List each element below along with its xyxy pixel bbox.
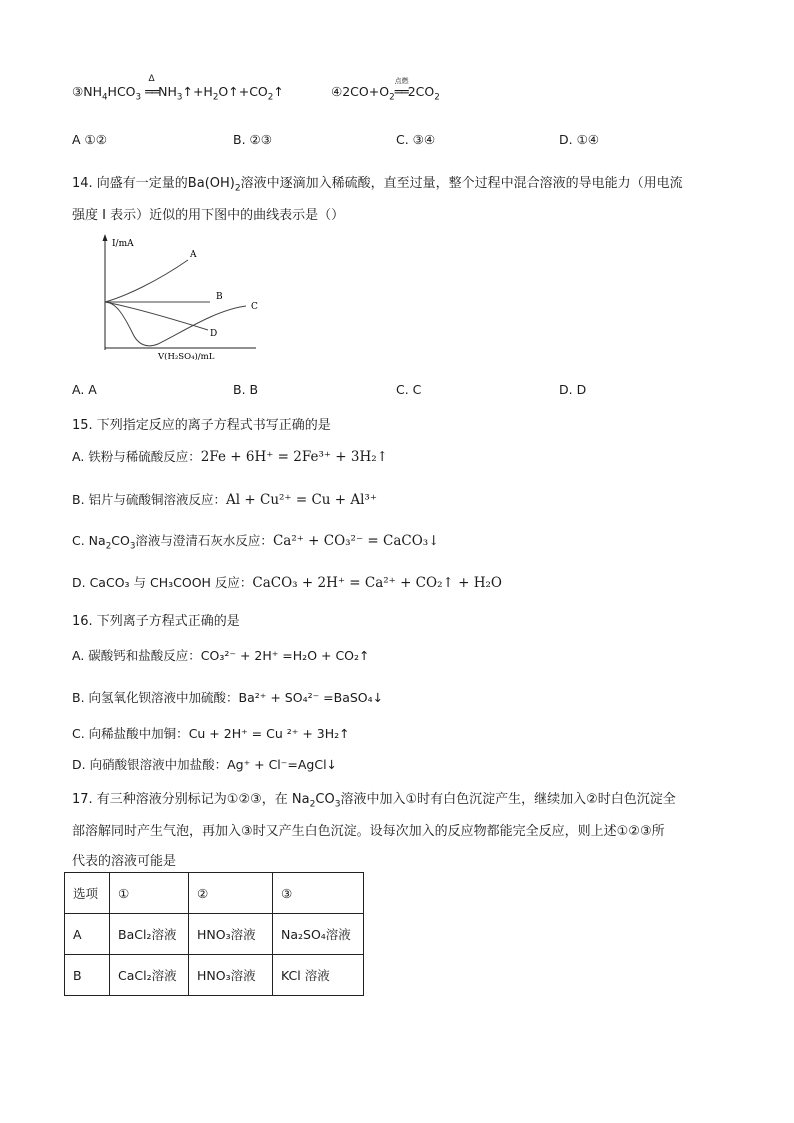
option-equation: Ba²⁺ + SO₄²⁻ =BaSO₄↓ (238, 690, 384, 705)
q17-options-table (64, 872, 364, 996)
table-header-cell: 选项 (65, 873, 110, 914)
stem-text: 14. 向盛有一定量的Ba(OH) (72, 176, 235, 191)
y-axis-arrow (103, 234, 108, 241)
q14-stem-line1 (72, 172, 683, 194)
table-cell: B (65, 955, 110, 996)
eq-sub: 3 (176, 92, 183, 103)
option-label: CO (111, 533, 130, 548)
q14-option-c[interactable]: C. C (396, 382, 422, 397)
option-sub: 3 (129, 541, 136, 552)
table-cell: BaCl₂溶液 (110, 914, 189, 955)
q16-stem: 16. 下列离子方程式正确的是 (72, 614, 240, 629)
curve-a (105, 260, 188, 302)
q15-option-d[interactable] (72, 573, 502, 591)
table-header-cell: ② (189, 873, 273, 914)
x-axis-label: V(H₂SO₄)/mL (158, 352, 215, 360)
q17-stem-line3: 代表的溶液可能是 (72, 854, 177, 869)
q14-stem-line2: 强度 I 表示）近似的用下图中的曲线表示是（） (72, 208, 345, 223)
eq-text: NH (83, 84, 102, 99)
option-label: B. 铝片与硫酸铜溶液反应： (72, 492, 227, 507)
option-label: C. Na (72, 533, 106, 548)
q16-option-a[interactable] (72, 646, 370, 664)
q14-option-d[interactable]: D. D (559, 382, 587, 397)
option-equation: Al + Cu²⁺ = Cu + Al³⁺ (226, 492, 377, 508)
condition-label: Δ (148, 74, 155, 84)
stem-sub: 2 (234, 183, 241, 194)
option-label: A. 碳酸钙和盐酸反应： (72, 648, 201, 663)
eq-text: NH (158, 84, 177, 99)
stem-sub: 2 (309, 799, 316, 810)
q13-equation-4 (331, 77, 440, 103)
table-cell: Na₂SO₄溶液 (273, 914, 364, 955)
q15-option-b[interactable] (72, 490, 377, 508)
q13-option-c[interactable]: C. ③④ (396, 132, 436, 147)
curve-b-label: B (216, 292, 223, 302)
eq-sub: 2 (389, 92, 395, 103)
q14-option-b[interactable]: B. B (233, 382, 259, 397)
eq-sub: 4 (101, 92, 108, 103)
q13-option-b[interactable]: B. ②③ (233, 132, 272, 147)
option-equation: CaCO₃ + 2H⁺ = Ca²⁺ + CO₂↑ + H₂O (252, 575, 502, 591)
eq-text: O↑+CO (218, 84, 268, 99)
eq-number: ③ (72, 84, 84, 99)
table-cell: A (65, 914, 110, 955)
eq-text: ↑+H (182, 84, 213, 99)
option-label: 溶液与澄清石灰水反应： (135, 533, 273, 548)
table-cell: HNO₃溶液 (189, 914, 273, 955)
curve-a-label: A (190, 250, 197, 260)
table-header-cell: ① (110, 873, 189, 914)
eq-sub: 2 (212, 92, 219, 103)
option-equation: Ca²⁺ + CO₃²⁻ = CaCO₃↓ (272, 533, 440, 549)
q16-option-c[interactable] (72, 724, 350, 742)
table-cell: KCl 溶液 (273, 955, 364, 996)
table-header-cell: ③ (273, 873, 364, 914)
eq-text: ↑ (273, 84, 284, 99)
option-label: D. 向硝酸银溶液中加盐酸： (72, 757, 228, 772)
q17-stem-line1 (72, 788, 676, 810)
condition-label: 点燃 (394, 77, 409, 85)
option-equation: 2Fe + 6H⁺ = 2Fe³⁺ + 3H₂↑ (200, 449, 388, 465)
table-cell: HNO₃溶液 (189, 955, 273, 996)
table-row[interactable] (65, 914, 364, 955)
eq-number: ④ (331, 84, 343, 99)
q16-option-d[interactable] (72, 755, 337, 773)
reaction-condition: 点燃 ══ (394, 77, 409, 99)
eq-text: HCO (107, 84, 136, 99)
reaction-condition: Δ ══ (145, 74, 159, 99)
q14-option-a[interactable]: A. A (72, 382, 97, 397)
q14-chart (96, 230, 276, 360)
q15-stem: 15. 下列指定反应的离子方程式书写正确的是 (72, 418, 331, 433)
table-row[interactable] (65, 955, 364, 996)
option-equation: Ag⁺ + Cl⁻=AgCl↓ (227, 757, 338, 772)
option-label: A. 铁粉与稀硫酸反应： (72, 449, 201, 464)
eq-text: 2CO+O (342, 84, 390, 99)
option-equation: Cu + 2H⁺ = Cu ²⁺ + 3H₂↑ (188, 726, 350, 741)
q17-stem-line2: 部溶解同时产生气泡，再加入③时又产生白色沉淀。设每次加入的反应物都能完全反应，则上述①②③所 (72, 824, 665, 839)
option-label: D. CaCO₃ 与 CH₃COOH 反应： (72, 575, 253, 590)
stem-text: 17. 有三种溶液分别标记为①②③，在 Na (72, 792, 310, 807)
option-label: B. 向氢氧化钡溶液中加硫酸： (72, 690, 239, 705)
curve-c (105, 302, 246, 346)
stem-sub: 3 (334, 799, 341, 810)
stem-text: 溶液中加入①时有白色沉淀产生，继续加入②时白色沉淀全 (340, 792, 676, 807)
option-sub: 2 (105, 541, 112, 552)
q13-equation-3 (72, 74, 284, 103)
option-equation: CO₃²⁻ + 2H⁺ =H₂O + CO₂↑ (200, 648, 370, 663)
eq-sub: 2 (267, 92, 274, 103)
stem-text: 溶液中逐滴加入稀硫酸，直至过量，整个过程中混合溶液的导电能力（用电流 (240, 176, 683, 191)
curve-c-label: C (251, 302, 258, 312)
option-label: C. 向稀盐酸中加铜： (72, 726, 189, 741)
eq-text: 2CO (407, 84, 435, 99)
eq-sub: 3 (135, 92, 142, 103)
curve-d-label: D (210, 329, 218, 339)
q13-option-d[interactable]: D. ①④ (559, 132, 599, 147)
q15-option-c[interactable] (72, 531, 440, 552)
q15-option-a[interactable] (72, 447, 388, 465)
table-header-row (65, 873, 364, 914)
y-axis-label: I/mA (112, 239, 134, 249)
table-cell: CaCl₂溶液 (110, 955, 189, 996)
stem-text: CO (315, 792, 335, 807)
q16-option-b[interactable] (72, 688, 383, 706)
q13-option-a[interactable]: A ①② (72, 132, 107, 147)
eq-sub: 2 (434, 92, 440, 103)
